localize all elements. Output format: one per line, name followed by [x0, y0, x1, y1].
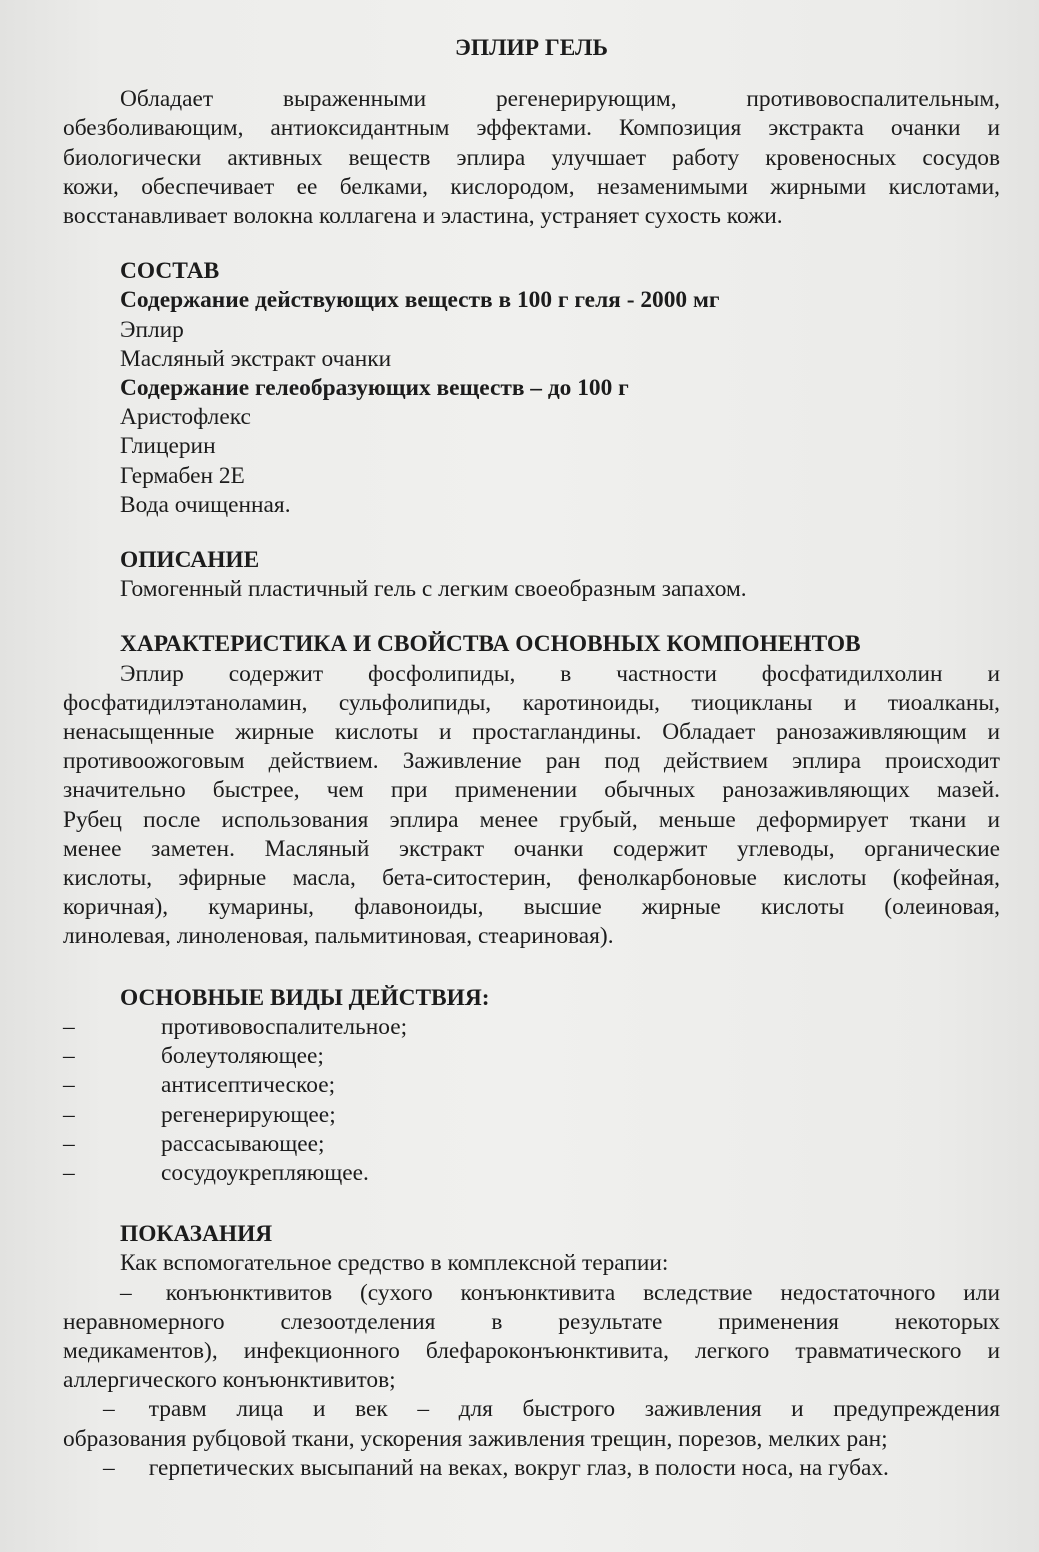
- intro-paragraph: [63, 85, 1000, 231]
- properties-line: линолевая, линоленовая, пальмитиновая, стеариновая).: [63, 923, 614, 950]
- indications-heading: ПОКАЗАНИЯ: [120, 1221, 273, 1248]
- gel-substances-heading: Содержание гелеобразующих веществ – до 100 г: [120, 375, 629, 402]
- action-text: антисептическое;: [161, 1072, 336, 1099]
- action-item: [63, 1159, 1000, 1188]
- intro-line: кожи, обеспечивает ее белками, кислородом, незаменимыми жирными кислотами,: [63, 173, 1000, 200]
- action-item: [63, 1013, 1000, 1042]
- description-section: [63, 546, 1000, 604]
- dash-marker: –: [63, 1130, 75, 1157]
- composition-section: [63, 257, 1000, 520]
- indication-line: неравномерного слезоотделения в результате применения некоторых: [63, 1308, 1000, 1335]
- indication-line: медикаментов), инфекционного блефароконъюнктивита, легкого травматического и: [63, 1337, 1000, 1364]
- composition-item: Глицерин: [120, 433, 216, 460]
- properties-line: фосфатидилэтаноламин, сульфолипиды, каротиноиды, тиоцикланы и тиоалканы,: [63, 689, 1000, 716]
- indication-line: [63, 1395, 1000, 1424]
- intro-line: биологически активных веществ эплира улучшает работу кровеносных сосудов: [63, 144, 1000, 171]
- action-text: болеутоляющее;: [161, 1043, 324, 1070]
- description-text: Гомогенный пластичный гель с легким своеобразным запахом.: [120, 576, 747, 603]
- indication-text: конъюнктивитов (сухого конъюнктивита вследствие недостаточного или: [165, 1279, 1000, 1306]
- indication-line: образования рубцовой ткани, ускорения заживления трещин, порезов, мелких ран;: [63, 1425, 888, 1452]
- dash-marker: –: [103, 1454, 115, 1481]
- properties-line: Рубец после использования эплира менее грубый, меньше деформирует ткани и: [63, 806, 1000, 833]
- properties-line: коричная), кумарины, флавоноиды, высшие жирные кислоты (олеиновая,: [63, 894, 1000, 921]
- action-item: [63, 1042, 1000, 1071]
- dash-marker: –: [63, 1159, 75, 1186]
- dash-marker: –: [103, 1396, 115, 1423]
- indication-line: [63, 1279, 1000, 1308]
- composition-heading: СОСТАВ: [120, 258, 220, 285]
- document-content: [63, 34, 1000, 1483]
- action-text: противовоспалительное;: [161, 1013, 408, 1040]
- properties-line: значительно быстрее, чем при применении обычных ранозаживляющих мазей.: [63, 777, 1000, 804]
- intro-line: Обладает выраженными регенерирующим, противовоспалительным,: [120, 86, 1000, 113]
- intro-line: обезболивающим, антиоксидантным эффектами. Композиция экстракта очанки и: [63, 115, 1000, 142]
- action-text: сосудоукрепляющее.: [161, 1159, 369, 1186]
- indication-text: травм лица и век – для быстрого заживления и предупреждения: [148, 1396, 1000, 1423]
- indication-line: аллергического конъюнктивитов;: [63, 1367, 396, 1394]
- action-item: [63, 1071, 1000, 1100]
- composition-item: Гермабен 2Е: [120, 462, 245, 489]
- dash-marker: –: [63, 1043, 75, 1070]
- properties-heading: ХАРАКТЕРИСТИКА И СВОЙСТВА ОСНОВНЫХ КОМПОНЕНТОВ: [120, 631, 861, 658]
- intro-line: восстанавливает волокна коллагена и эластина, устраняет сухость кожи.: [63, 203, 783, 230]
- composition-item: Вода очищенная.: [120, 491, 291, 518]
- indications-intro: Как вспомогательное средство в комплексной терапии:: [120, 1250, 669, 1277]
- properties-line: противоожоговым действием. Заживление ран под действием эплира происходит: [63, 748, 1000, 775]
- active-substances-heading: Содержание действующих веществ в 100 г геля - 2000 мг: [120, 287, 720, 314]
- actions-heading: ОСНОВНЫЕ ВИДЫ ДЕЙСТВИЯ:: [120, 984, 490, 1011]
- properties-line: кислоты, эфирные масла, бета-ситостерин, фенолкарбоновые кислоты (кофейная,: [63, 865, 1000, 892]
- properties-line: менее заметен. Масляный экстракт очанки содержит углеводы, органические: [63, 835, 1000, 862]
- action-text: регенерирующее;: [161, 1101, 336, 1128]
- indication-line: [63, 1454, 1000, 1483]
- dash-marker: –: [63, 1072, 75, 1099]
- description-heading: ОПИСАНИЕ: [120, 547, 260, 574]
- indication-text: герпетических высыпаний на веках, вокруг глаз, в полости носа, на губах.: [148, 1454, 889, 1481]
- action-text: рассасывающее;: [161, 1130, 325, 1157]
- composition-item: Аристофлекс: [120, 404, 251, 431]
- indications-section: [63, 1220, 1000, 1483]
- action-item: [63, 1130, 1000, 1159]
- properties-line: Эплир содержит фосфолипиды, в частности фосфатидилхолин и: [120, 660, 1000, 687]
- composition-item: Масляный экстракт очанки: [120, 345, 392, 372]
- dash-marker: –: [63, 1101, 75, 1128]
- properties-section: [63, 630, 1000, 951]
- dash-marker: –: [63, 1013, 75, 1040]
- properties-line: ненасыщенные жирные кислоты и простагландины. Обладает ранозаживляющим и: [63, 719, 1000, 746]
- dash-marker: –: [120, 1279, 132, 1306]
- action-item: [63, 1101, 1000, 1130]
- document-title: ЭПЛИР ГЕЛЬ: [455, 35, 608, 61]
- composition-item: Эплир: [120, 316, 184, 343]
- actions-section: [63, 984, 1000, 1188]
